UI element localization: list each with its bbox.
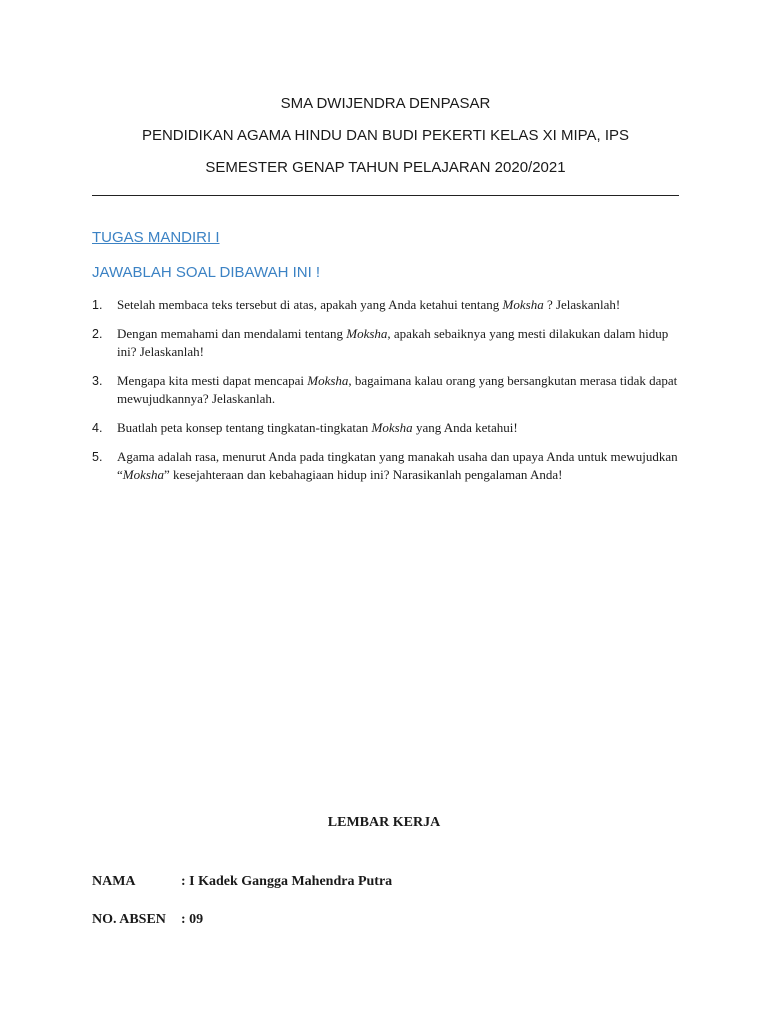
question-text: ” kesejahteraan dan kebahagiaan hidup ini? Narasikanlah pengalaman Anda!: [163, 467, 563, 482]
question-text: Mengapa kita mesti dapat mencapai: [117, 373, 308, 388]
question-number: 1.: [92, 298, 103, 312]
name-label: NAMA: [92, 874, 136, 889]
question-item: [92, 419, 682, 437]
question-term: Moksha: [122, 467, 164, 482]
question-text: Agama adalah rasa, menurut Anda pada tingkatan yang manakah usaha dan upaya Anda untuk mewujudkan “: [117, 449, 678, 482]
question-text: Dengan memahami dan mendalami tentang: [117, 326, 347, 341]
question-number: 5.: [92, 450, 103, 464]
question-item: [92, 372, 682, 408]
worksheet-title: LEMBAR KERJA: [327, 815, 441, 830]
question-term: Moksha: [307, 373, 349, 388]
question-number: 3.: [92, 374, 103, 388]
question-item: [92, 296, 682, 314]
question-term: Moksha: [346, 326, 388, 341]
question-item: [92, 325, 682, 361]
semester-line: SEMESTER GENAP TAHUN PELAJARAN 2020/2021: [205, 159, 566, 176]
question-number: 2.: [92, 327, 103, 341]
absen-label: NO. ABSEN: [92, 912, 166, 927]
question-term: Moksha: [502, 297, 544, 312]
question-text: , bagaimana kalau orang yang bersangkutan merasa tidak dapat mewujudkannya? Jelaskanlah.: [117, 373, 678, 406]
question-list: [92, 296, 682, 495]
task-instruction: JAWABLAH SOAL DIBAWAH INI !: [92, 264, 321, 281]
name-field: [92, 874, 392, 890]
subject-title: PENDIDIKAN AGAMA HINDU DAN BUDI PEKERTI KELAS XI MIPA, IPS: [141, 127, 630, 144]
absen-field: [92, 912, 203, 928]
question-text: , apakah sebaiknya yang mesti dilakukan dalam hidup ini? Jelaskanlah!: [117, 326, 669, 359]
question-term: Moksha: [371, 420, 413, 435]
task-title: TUGAS MANDIRI I: [92, 229, 220, 246]
question-item: [92, 448, 682, 484]
question-number: 4.: [92, 421, 103, 435]
question-text: Buatlah peta konsep tentang tingkatan-tingkatan: [117, 420, 372, 435]
absen-value: : 09: [181, 912, 204, 927]
question-text: yang Anda ketahui!: [412, 420, 518, 435]
school-name: SMA DWIJENDRA DENPASAR: [280, 95, 491, 112]
header-divider: [92, 195, 679, 196]
name-value: : I Kadek Gangga Mahendra Putra: [181, 874, 393, 889]
document-header: [92, 93, 679, 189]
question-text: Setelah membaca teks tersebut di atas, apakah yang Anda ketahui tentang: [117, 297, 503, 312]
question-text: ? Jelaskanlah!: [543, 297, 621, 312]
